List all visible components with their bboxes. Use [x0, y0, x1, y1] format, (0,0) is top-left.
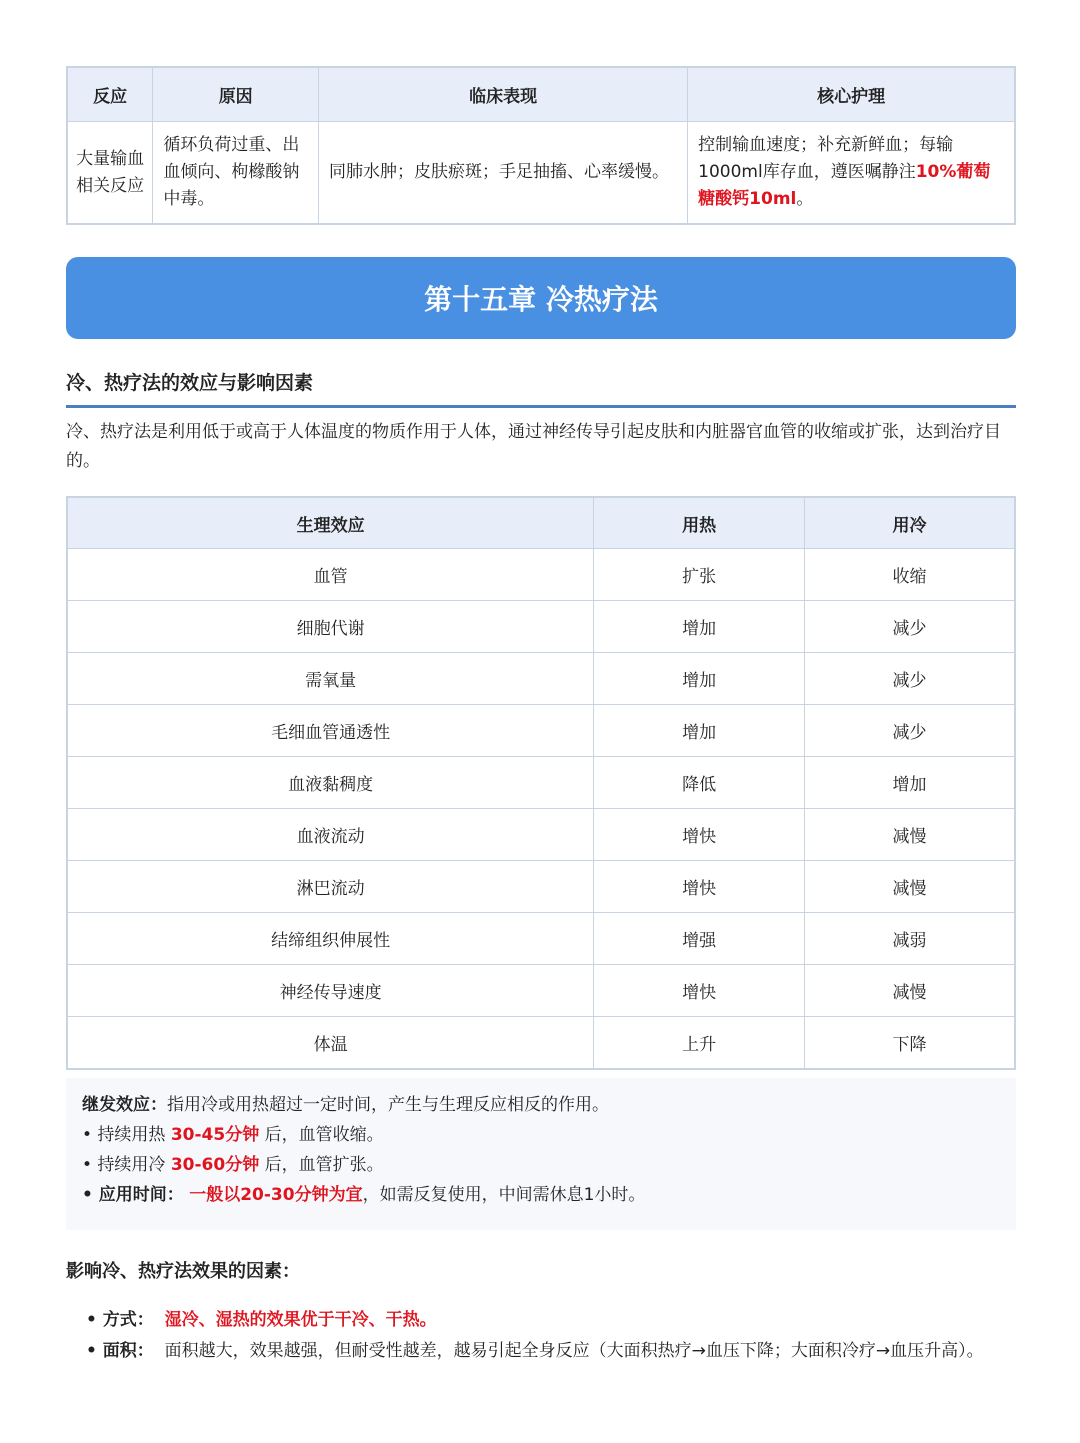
- cold-cell: 减弱: [804, 913, 1015, 965]
- effect-cell: 血管: [67, 549, 594, 601]
- note-bullet-cold: [82, 1150, 1000, 1180]
- note-label: 继发效应：: [82, 1095, 167, 1115]
- table-row: [67, 601, 1015, 653]
- list-item: [86, 1336, 1006, 1367]
- header-cause: 原因: [153, 67, 319, 122]
- table-row: [67, 122, 1015, 225]
- effect-cell: 体温: [67, 1017, 594, 1070]
- effect-cell: 需氧量: [67, 653, 594, 705]
- note-bullet-time: [82, 1180, 1000, 1210]
- cold-cell: 减慢: [804, 861, 1015, 913]
- effect-cell: 淋巴流动: [67, 861, 594, 913]
- reaction-cell: 大量输血相关反应: [67, 122, 153, 225]
- heat-cell: 增快: [594, 965, 805, 1017]
- heat-duration: 30-45分钟: [170, 1125, 260, 1145]
- table-row: [67, 653, 1015, 705]
- transfusion-reaction-table: [66, 66, 1016, 225]
- clinical-cell: 同肺水肿；皮肤瘀斑；手足抽搐、心率缓慢。: [319, 122, 688, 225]
- header-care: 核心护理: [688, 67, 1015, 122]
- heat-cell: 增加: [594, 705, 805, 757]
- care-suffix: 。: [796, 189, 814, 209]
- care-highlight: 10%葡萄糖酸钙10ml: [698, 162, 991, 209]
- table-row: [67, 757, 1015, 809]
- bullet-text: • 持续用冷: [82, 1155, 171, 1175]
- factors-list: [86, 1305, 1006, 1367]
- factor-label: • 面积：: [86, 1341, 154, 1361]
- table-row: [67, 705, 1015, 757]
- header-effect: 生理效应: [67, 497, 594, 549]
- effect-cell: 毛细血管通透性: [67, 705, 594, 757]
- factors-title: 影响冷、热疗法效果的因素：: [66, 1261, 300, 1282]
- heat-cell: 增强: [594, 913, 805, 965]
- secondary-effect-note: [66, 1078, 1016, 1230]
- header-reaction: 反应: [67, 67, 153, 122]
- effect-cell: 神经传导速度: [67, 965, 594, 1017]
- care-cell: [688, 122, 1015, 225]
- effect-cell: 细胞代谢: [67, 601, 594, 653]
- bullet-text: 后，血管收缩。: [259, 1125, 384, 1145]
- effect-cell: 结缔组织伸展性: [67, 913, 594, 965]
- physiological-effects-table: [66, 496, 1016, 1070]
- factor-label: • 方式：: [86, 1310, 154, 1330]
- intro-paragraph: 冷、热疗法是利用低于或高于人体温度的物质作用于人体，通过神经传导引起皮肤和内脏器官血管的收缩或扩张，达到治疗目的。: [66, 422, 1001, 471]
- cold-cell: 减少: [804, 705, 1015, 757]
- cold-cell: 下降: [804, 1017, 1015, 1070]
- header-cold: 用冷: [804, 497, 1015, 549]
- effect-cell: 血液黏稠度: [67, 757, 594, 809]
- note-definition: [82, 1090, 1000, 1120]
- heat-cell: 增快: [594, 861, 805, 913]
- factor-text: 面积越大，效果越强，但耐受性越差，越易引起全身反应（大面积热疗→血压下降；大面积冷疗→血压升高）。: [164, 1341, 984, 1361]
- bullet-text: ，如需反复使用，中间需休息1小时。: [362, 1185, 646, 1205]
- bullet-text: • 持续用热: [82, 1125, 171, 1145]
- heat-cell: 增加: [594, 653, 805, 705]
- application-time-label: 应用时间：: [98, 1185, 184, 1205]
- heat-cell: 扩张: [594, 549, 805, 601]
- heat-cell: 降低: [594, 757, 805, 809]
- table-header-row: [67, 497, 1015, 549]
- table-header-row: [67, 67, 1015, 122]
- bullet-text: 后，血管扩张。: [259, 1155, 384, 1175]
- cold-cell: 收缩: [804, 549, 1015, 601]
- section-title: 冷、热疗法的效应与影响因素: [66, 368, 1016, 408]
- factor-text: 湿冷、湿热的效果优于干冷、干热。: [164, 1310, 437, 1330]
- cold-cell: 减少: [804, 653, 1015, 705]
- bullet-mark: •: [82, 1185, 99, 1205]
- chapter-banner: 第十五章 冷热疗法: [66, 257, 1016, 339]
- cold-cell: 减少: [804, 601, 1015, 653]
- cold-cell: 减慢: [804, 809, 1015, 861]
- table-row: [67, 965, 1015, 1017]
- note-bullet-heat: [82, 1120, 1000, 1150]
- cold-cell: 增加: [804, 757, 1015, 809]
- heat-cell: 增快: [594, 809, 805, 861]
- table-row: [67, 809, 1015, 861]
- list-item: [86, 1305, 1006, 1336]
- table-row: [67, 1017, 1015, 1070]
- header-clinical: 临床表现: [319, 67, 688, 122]
- table-row: [67, 913, 1015, 965]
- effect-cell: 血液流动: [67, 809, 594, 861]
- table-row: [67, 549, 1015, 601]
- heat-cell: 上升: [594, 1017, 805, 1070]
- cause-cell: 循环负荷过重、出血倾向、枸橼酸钠中毒。: [153, 122, 319, 225]
- heat-cell: 增加: [594, 601, 805, 653]
- care-text: 控制输血速度；补充新鲜血；每输1000ml库存血，遵医嘱静注: [698, 135, 954, 182]
- cold-duration: 30-60分钟: [170, 1155, 260, 1175]
- header-heat: 用热: [594, 497, 805, 549]
- cold-cell: 减慢: [804, 965, 1015, 1017]
- table-row: [67, 861, 1015, 913]
- application-time-value: 一般以20-30分钟为宜: [189, 1185, 363, 1205]
- note-text: 指用冷或用热超过一定时间，产生与生理反应相反的作用。: [167, 1095, 609, 1115]
